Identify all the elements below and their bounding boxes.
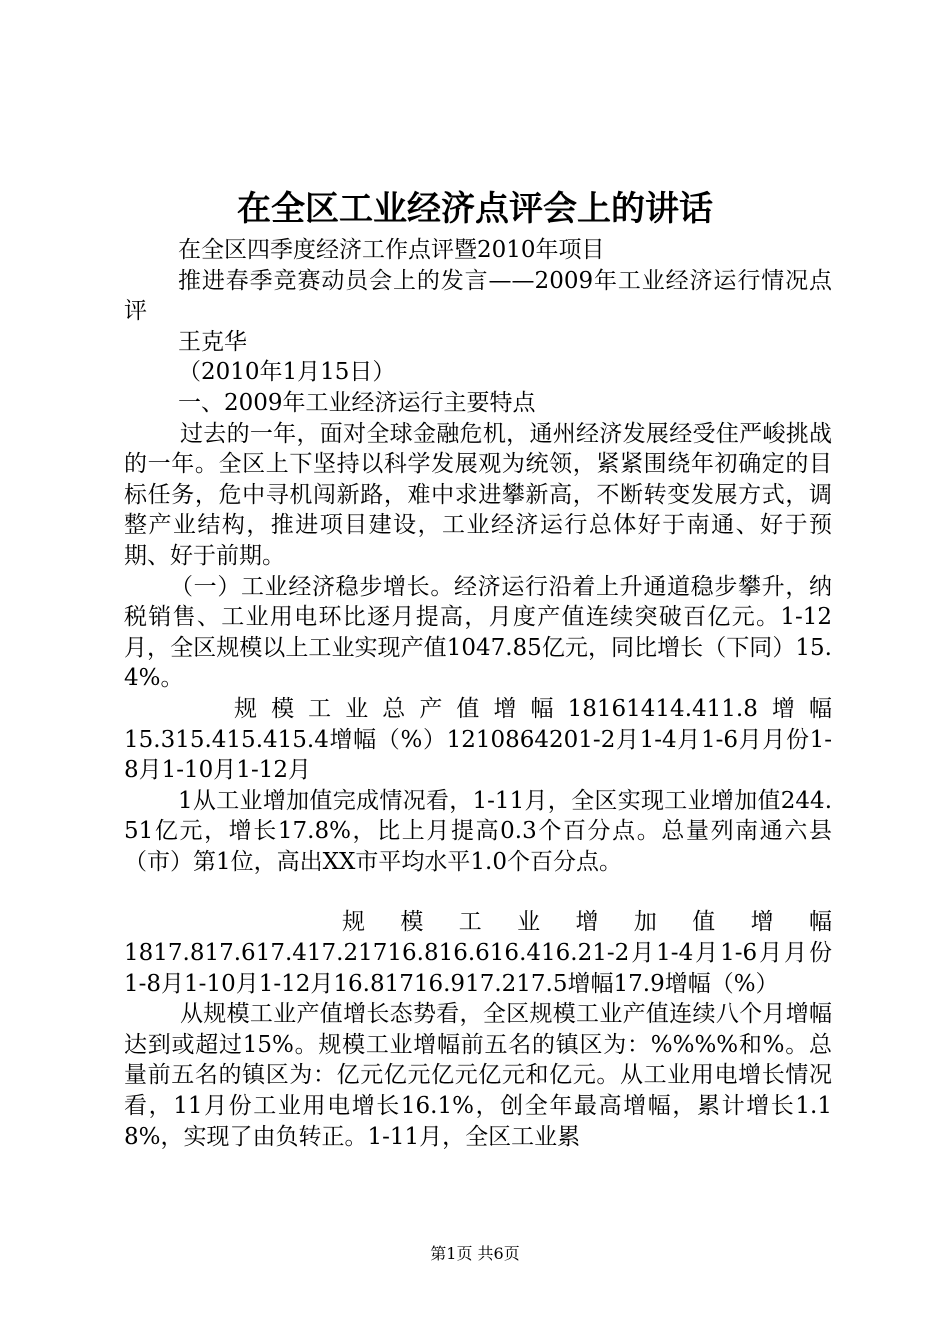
paragraph-subtitle-line-1: 在全区四季度经济工作点评暨2010年项目	[178, 237, 605, 263]
chart-text-output-values: 15.315.415.415.4增幅（%）1210864201-2月1-4月1-6月月份1-8月1-10月1-12月	[124, 726, 832, 784]
paragraph-growth: （一）工业经济稳步增长。经济运行沿着上升通道稳步攀升，纳税销售、工业用电环比逐月提高，月度产值连续突破百亿元。1-12月，全区规模以上工业实现产值1047.85亿元，同比增长（下同）15.4%。	[124, 573, 832, 692]
document-body	[124, 235, 832, 1152]
paragraph-overview: 过去的一年，面对全球金融危机，通州经济发展经受住严峻挑战的一年。全区上下坚持以科学发展观为统领，紧紧围绕年初确定的目标任务，危中寻机闯新路，难中求进攀新高，不断转变发展方式，调整产业结构，推进项目建设，工业经济运行总体好于南通、好于预期、好于前期。	[124, 420, 832, 569]
section-heading: 一、2009年工业经济运行主要特点	[178, 389, 536, 416]
paragraph-trend: 从规模工业产值增长态势看，全区规模工业产值连续八个月增幅达到或超过15%。规模工业增幅前五名的镇区为：%%%%和%。总量前五名的镇区为：亿元亿元亿元亿元和亿元。从工业用电增长情况看，11月份工业用电增长16.1%，创全年最高增幅，累计增长1.18%，实现了由负转正。1-11月，全区工业累	[124, 1001, 832, 1150]
document-title: 在全区工业经济点评会上的讲话	[237, 189, 713, 229]
paragraph-author: 王克华	[178, 328, 247, 355]
paragraph-subtitle-line-2: 推进春季竞赛动员会上的发言——2009年工业经济运行情况点评	[124, 267, 832, 325]
paragraph-value-added: 1从工业增加值完成情况看，1-11月，全区实现工业增加值244.51亿元，增长17.8%，比上月提高0.3个百分点。总量列南通六县（市）第1位，高出XX市平均水平1.0个百分点。	[124, 787, 832, 875]
paragraph-date: （2010年1月15日）	[178, 359, 396, 386]
page-number: 第1页 共6页	[430, 1244, 520, 1263]
chart-text-output-title: 规模工业总产值增幅18161414.411.8增幅	[234, 695, 832, 722]
chart-text-value-added-title: 规模工业增加值增幅	[342, 909, 832, 936]
blank-line	[124, 877, 832, 907]
chart-text-value-added-values: 1817.817.617.417.21716.816.616.416.21-2月1-4月1-6月月份1-8月1-10月1-12月16.81716.917.217.5增幅17.9增幅（%）	[124, 940, 832, 997]
